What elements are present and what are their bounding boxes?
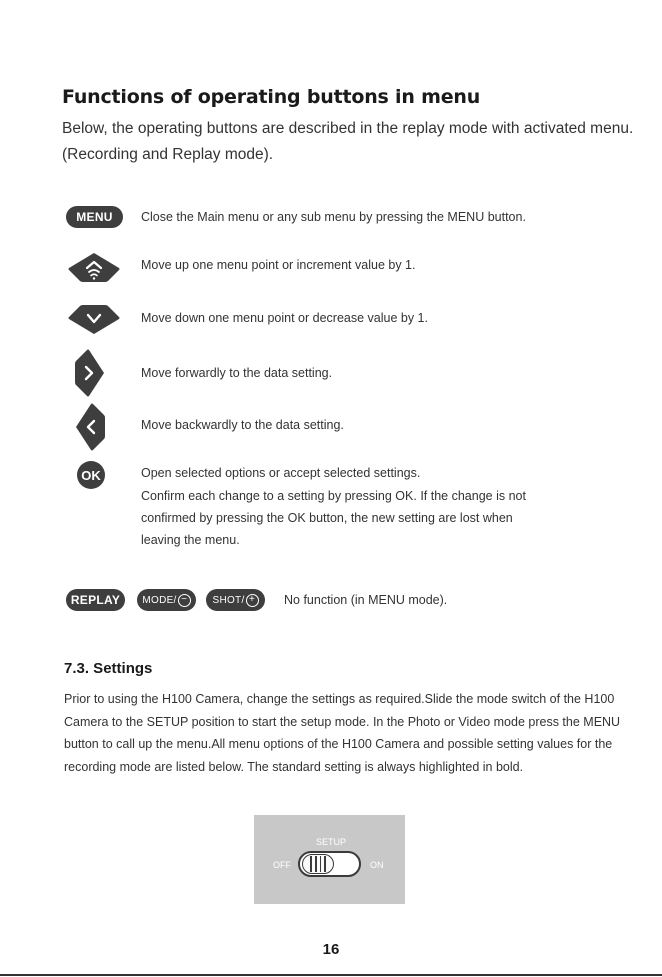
mode-button-icon xyxy=(137,589,196,611)
ok-button-description-line-3: confirmed by pressing the OK button, the new setting are lost when xyxy=(141,511,513,525)
plus-circle-icon: + xyxy=(246,594,259,607)
shot-button-icon xyxy=(206,589,265,611)
settings-heading: 7.3. Settings xyxy=(64,660,153,677)
no-function-description: No function (in MENU mode). xyxy=(284,593,448,607)
setup-label: SETUP xyxy=(316,837,347,847)
up-arrow-button-icon xyxy=(68,252,120,282)
ok-button-label: OK xyxy=(81,467,101,483)
section-intro: Below, the operating buttons are described in the replay mode with activated menu. (Recording and Replay mode). xyxy=(62,120,634,163)
down-button-description: Move down one menu point or decrease value by 1. xyxy=(141,311,428,325)
setup-switch-figure xyxy=(254,815,405,904)
ok-button-description-line-4: leaving the menu. xyxy=(141,533,240,547)
ok-button-icon xyxy=(77,461,105,489)
left-arrow-button-icon xyxy=(75,403,105,451)
mode-switch xyxy=(298,851,361,877)
right-button-description: Move forwardly to the data setting. xyxy=(141,366,333,380)
switch-knob-icon xyxy=(302,854,334,874)
page-number: 16 xyxy=(322,941,340,958)
off-label: OFF xyxy=(273,860,291,870)
replay-button-icon xyxy=(66,589,125,611)
ok-button-description-line-1: Open selected options or accept selected settings. xyxy=(141,466,421,480)
minus-circle-icon: − xyxy=(178,594,191,607)
replay-button-label: REPLAY xyxy=(70,593,121,607)
on-label: ON xyxy=(370,860,384,870)
menu-button-description: Close the Main menu or any sub menu by pressing the MENU button. xyxy=(141,210,526,224)
left-button-description: Move backwardly to the data setting. xyxy=(141,418,344,432)
shot-button-label: SHOT/ xyxy=(212,594,245,606)
mode-button-label: MODE/ xyxy=(142,594,177,606)
ok-button-description-line-2: Confirm each change to a setting by pressing OK. If the change is not xyxy=(141,489,526,503)
menu-button-icon xyxy=(66,206,123,228)
menu-button-label: MENU xyxy=(76,210,113,224)
right-arrow-button-icon xyxy=(75,349,105,397)
bottom-rule xyxy=(0,974,662,976)
down-arrow-button-icon xyxy=(68,305,120,335)
section-title: Functions of operating buttons in menu xyxy=(62,86,481,108)
settings-paragraph: Prior to using the H100 Camera, change the settings as required.Slide the mode switch of the H100 Camera to the SETUP position to start the setup mode. In the Photo or Video mode press the MENU button to call up the menu.All menu options of the H100 Camera and possible setting values for the recording mode are listed below. The standard setting is always highlighted in bold. xyxy=(64,692,621,774)
up-button-description: Move up one menu point or increment value by 1. xyxy=(141,258,416,272)
